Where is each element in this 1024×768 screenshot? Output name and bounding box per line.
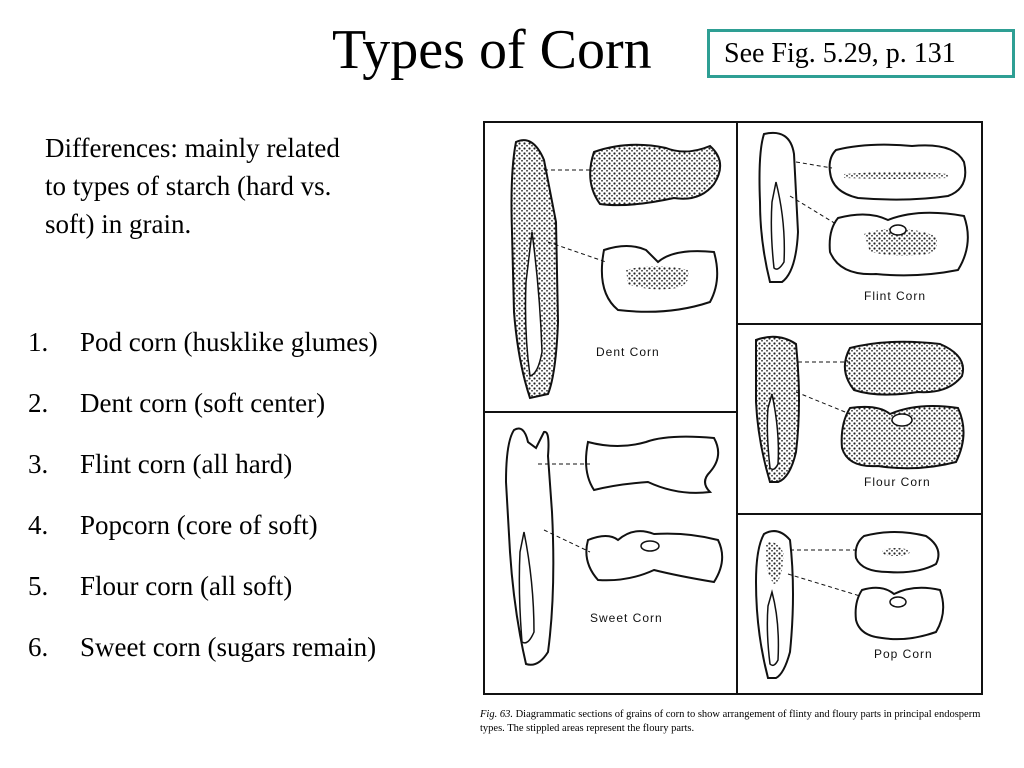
- list-item-text: Popcorn (core of soft): [80, 510, 318, 540]
- label-sweet-corn: Sweet Corn: [590, 611, 663, 625]
- pop-floury-core-top: [882, 548, 910, 556]
- list-item-number: 1.: [28, 327, 49, 357]
- corn-sections-figure: [478, 112, 990, 744]
- flour-leader-line: [796, 392, 850, 414]
- list-item: [28, 505, 378, 566]
- corn-types-list: [28, 322, 378, 688]
- dent-corn-panel: [512, 140, 721, 398]
- dent-floury-center: [626, 266, 689, 289]
- flint-leader-line: [796, 162, 832, 168]
- sweet-cross-section-bottom: [586, 531, 722, 582]
- label-pop-corn: Pop Corn: [874, 647, 933, 661]
- list-item-text: Pod corn (husklike glumes): [80, 327, 378, 357]
- sweet-cross-section-top: [586, 437, 718, 493]
- flour-core: [892, 414, 912, 426]
- sweet-core: [641, 541, 659, 551]
- list-item-number: 2.: [28, 388, 49, 418]
- list-item: [28, 383, 378, 444]
- list-item-number: 6.: [28, 632, 49, 662]
- sweet-corn-panel: [506, 429, 722, 665]
- pop-cross-section-bottom: [856, 588, 944, 639]
- figure-caption-text: Diagrammatic sections of grains of corn to show arrangement of flinty and floury parts in principal endosperm types. The stippled areas represent the floury parts.: [480, 709, 981, 734]
- pop-corn-panel: [756, 531, 943, 678]
- figure-reference-box: See Fig. 5.29, p. 131: [707, 29, 1015, 78]
- list-item: [28, 322, 378, 383]
- list-item: [28, 627, 378, 688]
- label-dent-corn: Dent Corn: [596, 345, 660, 359]
- list-item-text: Flint corn (all hard): [80, 449, 293, 479]
- intro-text: Differences: mainly related to types of starch (hard vs. soft) in grain.: [45, 133, 340, 239]
- list-item-number: 3.: [28, 449, 49, 479]
- list-item-text: Sweet corn (sugars remain): [80, 632, 377, 662]
- pop-leader-line: [788, 574, 860, 596]
- list-item-text: Flour corn (all soft): [80, 571, 293, 601]
- list-item-number: 5.: [28, 571, 49, 601]
- figure-caption: [480, 708, 990, 736]
- figure-drawing: [478, 112, 990, 704]
- label-flour-corn: Flour Corn: [864, 475, 931, 489]
- list-item-text: Dent corn (soft center): [80, 388, 326, 418]
- flint-floury-streak: [844, 172, 948, 179]
- list-item: [28, 566, 378, 627]
- slide-title: Types of Corn: [332, 19, 652, 81]
- flint-corn-panel: [760, 133, 968, 303]
- figure-caption-label: Fig. 63.: [480, 709, 513, 720]
- list-item: [28, 444, 378, 505]
- dent-cross-section-top: [590, 145, 720, 205]
- flour-cross-section-top: [845, 342, 963, 395]
- label-flint-corn: Flint Corn: [864, 289, 927, 303]
- pop-core: [890, 597, 906, 607]
- flour-corn-panel: [756, 337, 964, 489]
- list-item-number: 4.: [28, 510, 49, 540]
- flint-core: [890, 225, 906, 235]
